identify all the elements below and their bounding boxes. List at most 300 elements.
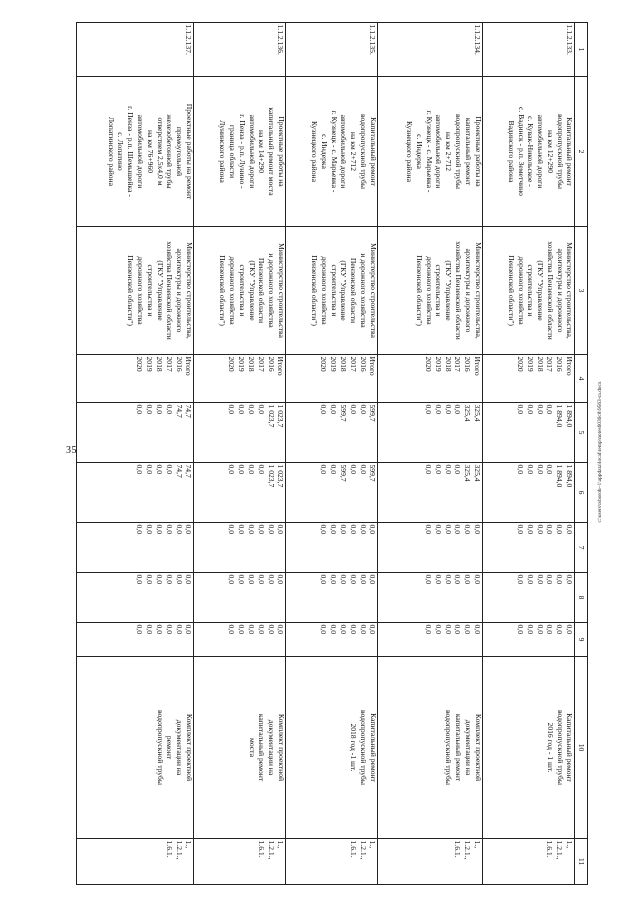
other-sources-line: 0,0 bbox=[145, 624, 155, 634]
other-sources-line: 0,0 bbox=[135, 624, 145, 634]
regional-budget-line: 0,0 bbox=[135, 464, 145, 474]
years-line: 2016 bbox=[463, 356, 473, 372]
activity-name-line: г. Кузнецк - с. Марьевка - bbox=[329, 110, 339, 193]
row-id-cell: 1.1.2.133. bbox=[483, 23, 575, 77]
other-sources-line: 0,0 bbox=[174, 624, 184, 634]
activity-name-line: водопропускной трубы bbox=[453, 114, 463, 189]
total-funding-line: 74,7 bbox=[184, 404, 194, 418]
expected-result-line: водопропускной трубы bbox=[155, 710, 165, 785]
years-cell bbox=[77, 355, 194, 403]
other-sources-line: 0,0 bbox=[184, 624, 194, 634]
years-line: 2017 bbox=[256, 356, 266, 372]
local-budget-line: 0,0 bbox=[358, 574, 368, 584]
federal-budget-line: 0,0 bbox=[368, 524, 378, 534]
federal-budget-line: 0,0 bbox=[358, 524, 368, 534]
years-line: 2020 bbox=[135, 356, 145, 372]
executor-line: и дорожного хозяйства bbox=[267, 253, 277, 328]
expected-result-line: капитальный ремонт bbox=[453, 713, 463, 782]
column-number-8: 8 bbox=[575, 573, 588, 623]
expected-result-line: ремонт bbox=[165, 735, 175, 760]
activity-name-line: Кузнецкого района bbox=[310, 121, 320, 182]
years-line: 2017 bbox=[453, 356, 463, 372]
indicators-line: 1.6.1. bbox=[545, 840, 555, 858]
expected-result-line: 2018 год -1 шт. bbox=[349, 723, 359, 772]
indicators-line: 1.2.1., bbox=[358, 840, 368, 860]
activity-name-line: Проектные работы на bbox=[276, 116, 286, 187]
executor-line: Пензенской области") bbox=[218, 255, 228, 326]
activity-name-cell bbox=[378, 77, 483, 227]
total-funding-cell bbox=[194, 403, 286, 463]
expected-result-line: 2016 год - 1 шт. bbox=[545, 722, 555, 773]
total-funding-line: 0,0 bbox=[319, 404, 329, 414]
other-sources-line: 0,0 bbox=[535, 624, 545, 634]
expected-result-line: документации на bbox=[175, 719, 185, 776]
executor-line: архитектуры и дорожного bbox=[463, 248, 473, 333]
executor-line: Министерство строительства, bbox=[473, 242, 483, 339]
column-number-11: 11 bbox=[575, 839, 588, 885]
regional-budget-line: 0,0 bbox=[329, 464, 339, 474]
expected-result-cell bbox=[286, 657, 378, 839]
table-row bbox=[483, 23, 575, 885]
federal-budget-line: 0,0 bbox=[338, 524, 348, 534]
table-row bbox=[194, 23, 286, 885]
local-budget-line: 0,0 bbox=[247, 574, 257, 584]
other-sources-line: 0,0 bbox=[516, 624, 526, 634]
activity-name-line: железобетонной трубы bbox=[165, 114, 175, 189]
other-sources-cell bbox=[483, 623, 575, 657]
local-budget-line: 0,0 bbox=[555, 574, 565, 584]
executor-line: дорожного хозяйства bbox=[516, 256, 526, 325]
column-number-7: 7 bbox=[575, 523, 588, 573]
table-row bbox=[77, 23, 194, 885]
federal-budget-cell bbox=[194, 523, 286, 573]
other-sources-line: 0,0 bbox=[525, 624, 535, 634]
row-id-cell: 1.1.2.134. bbox=[378, 23, 483, 77]
regional-budget-line: 0,0 bbox=[256, 464, 266, 474]
column-number-header-row bbox=[575, 23, 588, 885]
local-budget-cell bbox=[483, 573, 575, 623]
indicators-line: 1.6.1. bbox=[453, 840, 463, 858]
regional-budget-line: 1 894,0 bbox=[565, 464, 574, 488]
executor-line: (ГКУ "Управление bbox=[444, 260, 454, 321]
other-sources-line: 0,0 bbox=[443, 624, 453, 634]
column-number-9: 9 bbox=[575, 623, 588, 657]
federal-budget-line: 0,0 bbox=[319, 524, 329, 534]
years-line: 2019 bbox=[145, 356, 155, 372]
expected-result-cell bbox=[483, 657, 575, 839]
executor-line: Пензенской области") bbox=[310, 255, 320, 326]
regional-budget-line: 0,0 bbox=[443, 464, 453, 474]
regional-budget-line: 0,0 bbox=[525, 464, 535, 474]
regional-budget-line: 0,0 bbox=[247, 464, 257, 474]
executor-line: дорожного хозяйства bbox=[424, 256, 434, 325]
activity-name-cell bbox=[286, 77, 378, 227]
executor-line: строительства и bbox=[526, 264, 536, 317]
activity-name-line: Капитальный ремонт bbox=[368, 117, 378, 186]
total-funding-line: 0,0 bbox=[135, 404, 145, 414]
total-funding-line: 0,0 bbox=[155, 404, 165, 414]
total-funding-line: 325,4 bbox=[473, 404, 483, 422]
local-budget-line: 0,0 bbox=[237, 574, 247, 584]
total-funding-line: 1 894,0 bbox=[565, 404, 574, 428]
row-id-cell: 1.1.2.137. bbox=[77, 23, 194, 77]
years-line: 2018 bbox=[338, 356, 348, 372]
other-sources-line: 0,0 bbox=[358, 624, 368, 634]
federal-budget-line: 0,0 bbox=[348, 524, 358, 534]
regional-budget-line: 74,7 bbox=[174, 464, 184, 478]
other-sources-line: 0,0 bbox=[473, 624, 483, 634]
activity-name-line: г. Кузнецк - с. Марьевка - bbox=[424, 110, 434, 193]
other-sources-line: 0,0 bbox=[453, 624, 463, 634]
activity-name-line: автомобильной дороги bbox=[536, 114, 546, 189]
row-id-cell: 1.1.2.136. bbox=[194, 23, 286, 77]
executor-line: строительства и bbox=[145, 264, 155, 317]
regional-budget-line: 0,0 bbox=[535, 464, 545, 474]
years-line: Итого bbox=[184, 356, 194, 376]
total-funding-cell bbox=[483, 403, 575, 463]
federal-budget-line: 0,0 bbox=[433, 524, 443, 534]
executor-line: и дорожного хозяйства bbox=[359, 253, 369, 328]
years-line: 2016 bbox=[174, 356, 184, 372]
regional-budget-line: 325,4 bbox=[463, 464, 473, 482]
activity-name-line: автомобильной дороги bbox=[247, 114, 257, 189]
local-budget-line: 0,0 bbox=[184, 574, 194, 584]
total-funding-line: 1 023,7 bbox=[266, 404, 276, 428]
federal-budget-line: 0,0 bbox=[227, 524, 237, 534]
federal-budget-cell bbox=[378, 523, 483, 573]
local-budget-line: 0,0 bbox=[368, 574, 378, 584]
page-number: 35 bbox=[66, 445, 77, 456]
total-funding-line: 599,7 bbox=[368, 404, 378, 422]
activity-name-line: отверстием 2,5х4,0 м bbox=[155, 117, 165, 186]
total-funding-line: 0,0 bbox=[329, 404, 339, 414]
local-budget-line: 0,0 bbox=[463, 574, 473, 584]
expected-result-cell bbox=[77, 657, 194, 839]
total-funding-line: 1 023,7 bbox=[276, 404, 286, 428]
years-line: 2020 bbox=[516, 356, 526, 372]
regional-budget-line: 0,0 bbox=[424, 464, 434, 474]
local-budget-line: 0,0 bbox=[545, 574, 555, 584]
federal-budget-line: 0,0 bbox=[453, 524, 463, 534]
other-sources-line: 0,0 bbox=[266, 624, 276, 634]
indicators-cell bbox=[286, 839, 378, 885]
executor-line: строительства и bbox=[237, 264, 247, 317]
expected-result-line: капитальный ремонт bbox=[257, 713, 267, 782]
other-sources-cell bbox=[286, 623, 378, 657]
local-budget-line: 0,0 bbox=[424, 574, 434, 584]
years-line: Итого bbox=[473, 356, 483, 376]
total-funding-line: 1 894,0 bbox=[555, 404, 565, 428]
expected-result-cell bbox=[378, 657, 483, 839]
years-line: 2016 bbox=[555, 356, 565, 372]
total-funding-line: 0,0 bbox=[453, 404, 463, 414]
table-body bbox=[77, 23, 575, 885]
indicators-line: 1.6.1. bbox=[256, 840, 266, 858]
years-line: 2016 bbox=[266, 356, 276, 372]
federal-budget-line: 0,0 bbox=[155, 524, 165, 534]
activity-name-line: с. Кувак-Никольское - bbox=[526, 116, 536, 187]
federal-budget-line: 0,0 bbox=[145, 524, 155, 534]
regional-budget-line: 325,4 bbox=[473, 464, 483, 482]
indicators-cell bbox=[77, 839, 194, 885]
executor-line: Министерство строительства bbox=[368, 243, 378, 338]
regional-budget-line: 1 023,7 bbox=[266, 464, 276, 488]
other-sources-line: 0,0 bbox=[555, 624, 565, 634]
regional-budget-line: 0,0 bbox=[237, 464, 247, 474]
years-cell bbox=[286, 355, 378, 403]
total-funding-line: 0,0 bbox=[433, 404, 443, 414]
other-sources-cell bbox=[194, 623, 286, 657]
expected-result-line: документации на bbox=[267, 719, 277, 776]
years-line: Итого bbox=[368, 356, 378, 376]
indicators-line: 1.2.1., bbox=[555, 840, 565, 860]
total-funding-line: 74,7 bbox=[174, 404, 184, 418]
local-budget-line: 0,0 bbox=[256, 574, 266, 584]
indicators-line: 1., bbox=[368, 840, 378, 849]
local-budget-line: 0,0 bbox=[525, 574, 535, 584]
regional-budget-line: 0,0 bbox=[453, 464, 463, 474]
activity-name-cell bbox=[483, 77, 575, 227]
years-cell bbox=[378, 355, 483, 403]
activity-name-line: автомобильной дороги bbox=[136, 114, 145, 189]
indicators-line: 1.6.1. bbox=[164, 840, 174, 858]
years-line: 2017 bbox=[545, 356, 555, 372]
column-number-10: 10 bbox=[575, 657, 588, 839]
executor-line: строительства и bbox=[434, 264, 444, 317]
executor-line: (ГКУ "Управление bbox=[247, 260, 257, 321]
other-sources-cell bbox=[77, 623, 194, 657]
local-budget-cell bbox=[194, 573, 286, 623]
activity-name-cell bbox=[77, 77, 194, 227]
executor-line: архитектуры и дорожного bbox=[175, 248, 185, 333]
other-sources-line: 0,0 bbox=[348, 624, 358, 634]
expected-result-line: Комплект проектной bbox=[184, 713, 194, 782]
executor-line: Министерство строительства bbox=[276, 243, 286, 338]
expected-result-line: Капитальный ремонт bbox=[565, 713, 575, 782]
executor-line: хозяйства Пензенской области bbox=[453, 241, 463, 340]
other-sources-line: 0,0 bbox=[329, 624, 339, 634]
local-budget-cell bbox=[77, 573, 194, 623]
activity-name-line: на км 76+960 bbox=[145, 130, 155, 173]
local-budget-line: 0,0 bbox=[174, 574, 184, 584]
years-line: 2019 bbox=[237, 356, 247, 372]
total-funding-line: 0,0 bbox=[145, 404, 155, 414]
federal-budget-cell bbox=[286, 523, 378, 573]
local-budget-line: 0,0 bbox=[145, 574, 155, 584]
activity-name-cell bbox=[194, 77, 286, 227]
executor-line: Пензенской области bbox=[257, 257, 267, 324]
years-line: 2018 bbox=[155, 356, 165, 372]
years-line: 2018 bbox=[247, 356, 257, 372]
activity-name-line: водопропускной трубы bbox=[359, 114, 369, 189]
activity-name-line: на км 2+712 bbox=[349, 131, 359, 172]
row-id-cell: 1.1.2.135. bbox=[286, 23, 378, 77]
local-budget-line: 0,0 bbox=[276, 574, 286, 584]
years-line: 2016 bbox=[358, 356, 368, 372]
local-budget-line: 0,0 bbox=[535, 574, 545, 584]
total-funding-line: 0,0 bbox=[358, 404, 368, 414]
total-funding-line: 0,0 bbox=[227, 404, 237, 414]
activity-name-line: Проектные работы на bbox=[473, 116, 483, 187]
years-line: 2019 bbox=[525, 356, 535, 372]
table-row bbox=[286, 23, 378, 885]
executor-line: Пензенской области bbox=[349, 257, 359, 324]
total-funding-line: 0,0 bbox=[247, 404, 257, 414]
total-funding-line: 0,0 bbox=[525, 404, 535, 414]
executor-line: Министерство строительства, bbox=[565, 242, 575, 339]
column-number-5: 5 bbox=[575, 403, 588, 463]
total-funding-line: 0,0 bbox=[256, 404, 266, 414]
federal-budget-line: 0,0 bbox=[555, 524, 565, 534]
total-funding-line: 325,4 bbox=[463, 404, 473, 422]
activity-name-line: г. Пенза - р.п. Шемышейка - bbox=[126, 106, 136, 197]
activity-name-line: на км 2+712 bbox=[444, 131, 454, 172]
federal-budget-line: 0,0 bbox=[424, 524, 434, 534]
indicators-line: 1., bbox=[184, 840, 194, 849]
column-number-6: 6 bbox=[575, 463, 588, 523]
indicators-line: 1., bbox=[276, 840, 286, 849]
years-line: 2020 bbox=[424, 356, 434, 372]
executor-line: архитектуры и дорожного bbox=[555, 248, 565, 333]
activity-name-line: Вадинского района bbox=[506, 120, 516, 183]
total-funding-line: 0,0 bbox=[545, 404, 555, 414]
local-budget-line: 0,0 bbox=[433, 574, 443, 584]
activity-name-line: водопропускной трубы bbox=[555, 114, 565, 189]
local-budget-line: 0,0 bbox=[453, 574, 463, 584]
executor-line: (ГКУ "Управление bbox=[339, 260, 349, 321]
total-funding-line: 0,0 bbox=[535, 404, 545, 414]
federal-budget-cell bbox=[483, 523, 575, 573]
federal-budget-line: 0,0 bbox=[174, 524, 184, 534]
regional-budget-line: 0,0 bbox=[319, 464, 329, 474]
table-container bbox=[76, 22, 588, 884]
executor-cell bbox=[77, 227, 194, 355]
activity-name-line: автомобильной дороги bbox=[434, 114, 444, 189]
regional-budget-line: 74,7 bbox=[184, 464, 194, 478]
executor-cell bbox=[286, 227, 378, 355]
regional-budget-cell bbox=[378, 463, 483, 523]
other-sources-line: 0,0 bbox=[433, 624, 443, 634]
column-number-2: 2 bbox=[575, 77, 588, 227]
regional-budget-cell bbox=[286, 463, 378, 523]
expected-result-line: водопропускной трубы bbox=[555, 710, 565, 785]
expected-result-line: Комплект проектной bbox=[276, 713, 286, 782]
local-budget-line: 0,0 bbox=[155, 574, 165, 584]
other-sources-line: 0,0 bbox=[565, 624, 574, 634]
years-line: 2018 bbox=[443, 356, 453, 372]
federal-budget-line: 0,0 bbox=[329, 524, 339, 534]
rotated-table-frame bbox=[76, 22, 588, 884]
total-funding-line: 0,0 bbox=[164, 404, 174, 414]
regional-budget-line: 0,0 bbox=[348, 464, 358, 474]
years-cell bbox=[483, 355, 575, 403]
executor-cell bbox=[194, 227, 286, 355]
regional-budget-line: 0,0 bbox=[358, 464, 368, 474]
executor-line: дорожного хозяйства bbox=[136, 256, 145, 325]
activity-name-line: Проектные работы на ремонт bbox=[184, 103, 194, 200]
indicators-cell bbox=[483, 839, 575, 885]
executor-line: (ГКУ "Управление bbox=[536, 260, 546, 321]
federal-budget-line: 0,0 bbox=[463, 524, 473, 534]
years-line: 2020 bbox=[319, 356, 329, 372]
local-budget-line: 0,0 bbox=[319, 574, 329, 584]
local-budget-cell bbox=[286, 573, 378, 623]
local-budget-line: 0,0 bbox=[266, 574, 276, 584]
other-sources-line: 0,0 bbox=[424, 624, 434, 634]
total-funding-cell bbox=[77, 403, 194, 463]
local-budget-line: 0,0 bbox=[565, 574, 574, 584]
regional-budget-line: 0,0 bbox=[145, 464, 155, 474]
column-number-4: 4 bbox=[575, 355, 588, 403]
local-budget-line: 0,0 bbox=[443, 574, 453, 584]
federal-budget-line: 0,0 bbox=[545, 524, 555, 534]
indicators-line: 1., bbox=[473, 840, 483, 849]
activity-name-line: на км 14+290 bbox=[257, 130, 267, 173]
regional-budget-line: 0,0 bbox=[164, 464, 174, 474]
years-cell bbox=[194, 355, 286, 403]
executor-line: хозяйства Пензенской области bbox=[545, 241, 555, 340]
indicators-cell bbox=[194, 839, 286, 885]
other-sources-line: 0,0 bbox=[164, 624, 174, 634]
federal-budget-line: 0,0 bbox=[256, 524, 266, 534]
other-sources-line: 0,0 bbox=[319, 624, 329, 634]
other-sources-line: 0,0 bbox=[338, 624, 348, 634]
years-line: 2019 bbox=[433, 356, 443, 372]
indicators-line: 1., bbox=[565, 840, 574, 849]
other-sources-line: 0,0 bbox=[276, 624, 286, 634]
document-path-text: c:\users\tsboroh~1\appdata\local\temp\notes6030c8\9563-ra.docx bbox=[597, 381, 603, 523]
total-funding-line: 0,0 bbox=[348, 404, 358, 414]
federal-budget-line: 0,0 bbox=[266, 524, 276, 534]
activity-name-line: Лопатинского района bbox=[106, 117, 116, 186]
federal-budget-line: 0,0 bbox=[247, 524, 257, 534]
federal-budget-cell bbox=[77, 523, 194, 573]
activity-name-line: на км 12+290 bbox=[545, 130, 555, 173]
activity-name-line: с. Вадинск - р.п. Земетчино bbox=[516, 107, 526, 196]
total-funding-cell bbox=[286, 403, 378, 463]
years-line: Итого bbox=[565, 356, 574, 376]
executor-line: дорожного хозяйства bbox=[227, 256, 237, 325]
indicators-cell bbox=[378, 839, 483, 885]
table-row bbox=[378, 23, 483, 885]
activity-name-line: с. Лопатино bbox=[116, 132, 126, 171]
years-line: Итого bbox=[276, 356, 286, 376]
years-line: 2020 bbox=[227, 356, 237, 372]
regional-budget-line: 1 023,7 bbox=[276, 464, 286, 488]
total-funding-line: 0,0 bbox=[516, 404, 526, 414]
executor-line: Пензенской области") bbox=[414, 255, 424, 326]
regional-budget-cell bbox=[483, 463, 575, 523]
executor-line: Пензенской области") bbox=[506, 255, 516, 326]
total-funding-line: 0,0 bbox=[443, 404, 453, 414]
regional-budget-line: 0,0 bbox=[433, 464, 443, 474]
total-funding-line: 0,0 bbox=[237, 404, 247, 414]
activity-name-line: капитальный ремонт моста bbox=[267, 107, 277, 196]
other-sources-line: 0,0 bbox=[545, 624, 555, 634]
regional-budget-line: 0,0 bbox=[155, 464, 165, 474]
years-line: 2019 bbox=[329, 356, 339, 372]
federal-budget-line: 0,0 bbox=[516, 524, 526, 534]
activity-name-line: Кузнецкого района bbox=[404, 121, 414, 182]
years-line: 2017 bbox=[164, 356, 174, 372]
column-number-1: 1 bbox=[575, 23, 588, 77]
other-sources-cell bbox=[378, 623, 483, 657]
years-line: 2017 bbox=[348, 356, 358, 372]
federal-budget-line: 0,0 bbox=[135, 524, 145, 534]
other-sources-line: 0,0 bbox=[155, 624, 165, 634]
indicators-line: 1.2.1., bbox=[174, 840, 184, 860]
federal-budget-line: 0,0 bbox=[276, 524, 286, 534]
